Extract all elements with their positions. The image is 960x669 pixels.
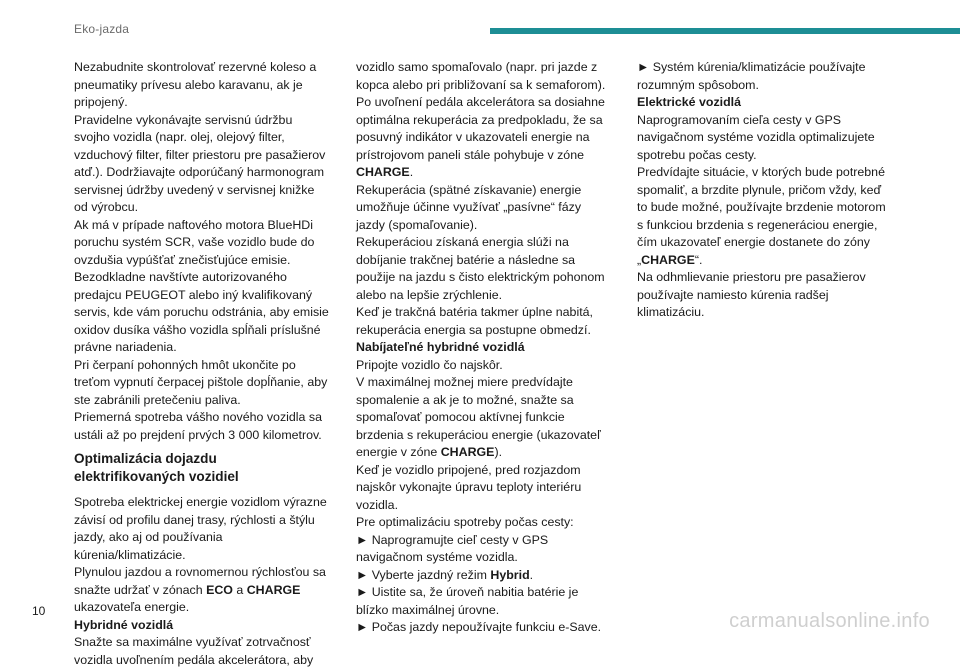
subheading-electric: Elektrické vozidlá	[637, 95, 741, 109]
bullet-item: ► Naprogramujte cieľ cesty v GPS navigačnom systéme vozidla.	[356, 532, 549, 564]
paragraph: Pre optimalizáciu spotreby počas cesty:	[356, 515, 574, 529]
paragraph: Pravidelne vykonávajte servisnú údržbu svojho vozidla (napr. olej, olejový filter, vzduchový filter, filter priestoru pre pasažierov atď.). Dodržiavajte odporúčaný harmonogram servisnej údržby uvedený v servisnej knižke od výrobcu.	[74, 112, 326, 214]
watermark: carmanualsonline.info	[729, 610, 930, 632]
paragraph: Ak má v prípade naftového motora BlueHDi poruchu systém SCR, vaše vozidlo bude do ovzdušia vypúšťať znečisťujúce emisie. Bezodkladne navštívte autorizovaného predajcu PEUGEOT alebo iný kvalifikovaný servis, kde vám poruchu odstránia, aby emisie oxidov dusíka vášho vozidla spĺňali príslušné právne nariadenia.	[74, 217, 329, 354]
section-heading: Optimalizácia dojazdu elektrifikovaných vozidiel	[74, 451, 239, 484]
paragraph: Snažte sa maximálne využívať zotrvačnosť vozidla uvoľnením pedála akcelerátora, aby	[74, 635, 314, 667]
charge-zone-label: CHARGE	[246, 582, 301, 597]
paragraph: Plynulou jazdou a rovnomernou rýchlosťou sa snažte udržať v zónach ECO a CHARGE ukazovateľa energie.	[74, 565, 326, 614]
column-1	[74, 59, 330, 669]
paragraph: Nezabudnite skontrolovať rezervné koleso a pneumatiky prívesu alebo karavanu, ak je pripojený.	[74, 60, 317, 109]
paragraph: Keď je trakčná batéria takmer úplne nabitá, rekuperácia energia sa postupne obmedzí.	[356, 305, 593, 337]
hybrid-mode-label: Hybrid	[490, 567, 530, 582]
paragraph: Pri čerpaní pohonných hmôt ukončite po treťom vypnutí čerpacej pištole dopĺňanie, aby ste zabránili pretečeniu paliva.	[74, 357, 328, 407]
charge-zone-label: CHARGE	[641, 252, 695, 267]
paragraph: Po uvoľnení pedála akcelerátora sa dosiahne optimálna rekuperácia za predpokladu, že sa posuvný indikátor v ukazovateli energie na prístrojovom paneli stále pohybuje v zóne CHARGE.	[356, 95, 605, 179]
paragraph: vozidlo samo spomaľovalo (napr. pri jazde z kopca alebo pri približovaní sa k semaforom).	[356, 60, 606, 92]
charge-zone-label: CHARGE	[356, 165, 410, 179]
paragraph: Spotreba elektrickej energie vozidlom výrazne závisí od profilu danej trasy, rýchlosti a štýlu jazdy, ako aj od používania kúrenia/klimatizácie.	[74, 495, 327, 562]
paragraph: Naprogramovaním cieľa cesty v GPS navigačnom systéme vozidla optimalizujete spotrebu počas cesty.	[637, 112, 875, 162]
paragraph: Na odhmlievanie priestoru pre pasažierov používajte namiesto kúrenia radšej klimatizáciu.	[637, 270, 866, 319]
bullet-item: ► Systém kúrenia/klimatizácie používajte rozumným spôsobom.	[637, 60, 866, 92]
charge-zone-label: CHARGE	[440, 445, 495, 459]
bullet-item: ► Počas jazdy nepoužívajte funkciu e-Save.	[356, 620, 602, 634]
paragraph: Rekuperáciou získaná energia slúži na dobíjanie trakčnej batérie a následne sa použije na jazdu s čisto elektrickým pohonom alebo na lepšie zrýchlenie.	[356, 235, 605, 302]
bullet-item: ► Uistite sa, že úroveň nabitia batérie je blízko maximálnej úrovne.	[356, 585, 579, 617]
paragraph: Rekuperácia (spätné získavanie) energie umožňuje účinne využívať „pasívne“ fázy jazdy (spomaľovanie).	[356, 182, 582, 232]
section-title: Eko-jazda	[74, 22, 130, 36]
page-number: 10	[32, 604, 46, 618]
paragraph: Predvídajte situácie, v ktorých bude potrebné spomaliť, a brzdite plynule, pričom vždy, keď to bude možné, používajte brzdenie motorom s funkciou brzdenia s regeneráciou energie, čím ukazovateľ energie dostanete do zóny „CHARGE“.	[637, 165, 886, 267]
paragraph: V maximálnej možnej miere predvídajte spomalenie a ak je to možné, snažte sa spomaľovať pomocou aktívnej funkcie brzdenia s rekuperáciou energie (ukazovateľ energie v zóne CHARGE).	[356, 375, 601, 459]
paragraph: Pripojte vozidlo čo najskôr.	[356, 357, 503, 372]
column-3	[637, 59, 893, 322]
eco-zone-label: ECO	[206, 582, 233, 597]
header-accent-bar	[490, 28, 960, 34]
column-2	[356, 59, 612, 637]
paragraph: Keď je vozidlo pripojené, pred rozjazdom najskôr vykonajte úpravu teploty interiéru vozidla.	[356, 462, 582, 512]
paragraph: Priemerná spotreba vášho nového vozidla sa ustáli až po prejdení prvých 3 000 kilometrov.	[74, 410, 322, 442]
bullet-item: ► Vyberte jazdný režim Hybrid.	[356, 567, 534, 582]
subheading-hybrid: Hybridné vozidlá	[74, 617, 174, 632]
subheading-plugin-hybrid: Nabíjateľné hybridné vozidlá	[356, 340, 525, 354]
